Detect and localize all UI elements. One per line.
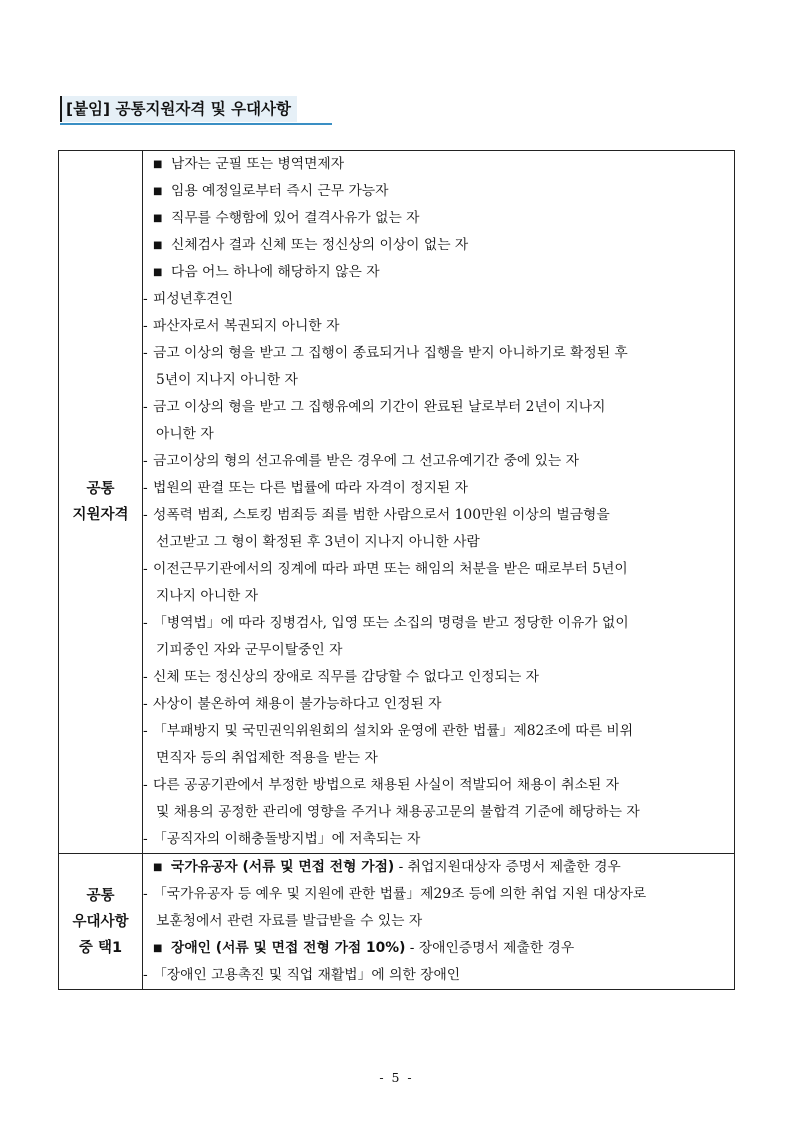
dash-marker: - xyxy=(143,507,148,523)
section-body xyxy=(143,151,735,854)
list-item xyxy=(143,718,734,745)
item-text: 성폭력 범죄, 스토킹 범죄등 죄를 범한 사람으로서 100만원 이상의 벌금형을 xyxy=(153,507,610,523)
item-text: 이전근무기관에서의 징계에 따라 파면 또는 해임의 처분을 받은 때로부터 5년이 xyxy=(153,561,628,577)
list-item xyxy=(143,799,734,826)
item-text: 파산자로서 복권되지 아니한 자 xyxy=(153,318,340,334)
item-text: 임용 예정일로부터 즉시 근무 가능자 xyxy=(171,183,389,199)
list-item xyxy=(143,178,734,205)
dash-marker: - xyxy=(143,723,148,739)
square-bullet-icon: ■ xyxy=(153,240,163,251)
list-item xyxy=(143,610,734,637)
item-text: 직무를 수행함에 있어 결격사유가 없는 자 xyxy=(171,210,420,226)
item-text: 「부패방지 및 국민권익위원회의 설치와 운영에 관한 법률」제82조에 따른 비위 xyxy=(153,723,634,739)
item-text: 다른 공공기관에서 부정한 방법으로 채용된 사실이 적발되어 채용이 취소된 자 xyxy=(153,777,619,793)
item-text: 금고 이상의 형을 받고 그 집행이 종료되거나 집행을 받지 아니하기로 확정된 후 xyxy=(153,345,628,361)
square-bullet-icon: ■ xyxy=(153,213,163,224)
header-line: 중 택1 xyxy=(78,939,123,956)
list-item xyxy=(143,313,734,340)
title-block xyxy=(60,96,332,122)
list-item xyxy=(143,232,734,259)
section-header xyxy=(59,151,143,854)
item-text: 다음 어느 하나에 해당하지 않은 자 xyxy=(171,264,380,280)
list-item xyxy=(143,259,734,286)
item-text: 금고 이상의 형을 받고 그 집행유예의 기간이 완료된 날로부터 2년이 지나지 xyxy=(153,399,606,415)
dash-marker: - xyxy=(143,345,148,361)
dash-marker: - xyxy=(143,777,148,793)
item-text: 피성년후견인 xyxy=(153,291,233,307)
list-item xyxy=(143,854,734,881)
dash-marker: - xyxy=(143,886,148,902)
item-text: 선고받고 그 형이 확정된 후 3년이 지나지 아니한 사람 xyxy=(156,534,480,550)
list-item xyxy=(143,529,734,556)
list-item xyxy=(143,340,734,367)
list-item xyxy=(143,421,734,448)
item-bold-label: 장애인 (서류 및 면접 전형 가점 10%) xyxy=(171,940,406,956)
list-item xyxy=(143,583,734,610)
item-text: 「국가유공자 등 예우 및 지원에 관한 법률」제29조 등에 의한 취업 지원 대상자로 xyxy=(153,886,647,902)
item-text: 「공직자의 이해충돌방지법」에 저촉되는 자 xyxy=(153,831,421,847)
list-item xyxy=(143,826,734,853)
item-text: 사상이 불온하여 채용이 불가능하다고 인정된 자 xyxy=(153,696,442,712)
section-body xyxy=(143,854,735,990)
square-bullet-icon: ■ xyxy=(153,159,163,170)
square-bullet-icon: ■ xyxy=(153,943,163,954)
list-item xyxy=(143,286,734,313)
item-text: 기피중인 자와 군무이탈중인 자 xyxy=(156,642,343,658)
list-item xyxy=(143,664,734,691)
list-item xyxy=(143,394,734,421)
table-row xyxy=(59,151,735,854)
item-text: 신체 또는 정신상의 장애로 직무를 감당할 수 없다고 인정되는 자 xyxy=(153,669,539,685)
dash-marker: - xyxy=(143,831,148,847)
dash-marker: - xyxy=(143,561,148,577)
item-text: 아니한 자 xyxy=(156,426,214,442)
title-underline xyxy=(60,123,332,125)
list-item xyxy=(143,772,734,799)
dash-marker: - xyxy=(143,696,148,712)
dash-marker: - xyxy=(143,480,148,496)
square-bullet-icon: ■ xyxy=(153,862,163,873)
item-text: 지나지 아니한 자 xyxy=(156,588,259,604)
item-text: 및 채용의 공정한 관리에 영향을 주거나 채용공고문의 불합격 기준에 해당하는 자 xyxy=(156,804,640,820)
item-text: 5년이 지나지 아니한 자 xyxy=(156,372,298,388)
qualification-table xyxy=(58,150,735,990)
section-header xyxy=(59,854,143,990)
list-item xyxy=(143,908,734,935)
page-title: [붙임] 공통지원자격 및 우대사항 xyxy=(60,96,297,122)
list-item xyxy=(143,745,734,772)
page-number: - 5 - xyxy=(379,1070,414,1085)
list-item xyxy=(143,637,734,664)
list-item xyxy=(143,556,734,583)
dash-marker: - xyxy=(143,615,148,631)
item-text: - 취업지원대상자 증명서 제출한 경우 xyxy=(394,859,621,875)
item-bold-label: 국가유공자 (서류 및 면접 전형 가점) xyxy=(171,859,395,875)
list-item xyxy=(143,962,734,989)
item-text: 남자는 군필 또는 병역면제자 xyxy=(171,156,345,172)
dash-marker: - xyxy=(143,291,148,307)
dash-marker: - xyxy=(143,318,148,334)
dash-marker: - xyxy=(143,669,148,685)
dash-marker: - xyxy=(143,399,148,415)
item-text: 「장애인 고용촉진 및 직업 재활법」에 의한 장애인 xyxy=(153,967,461,983)
item-text: 법원의 판결 또는 다른 법률에 따라 자격이 정지된 자 xyxy=(153,480,468,496)
list-item xyxy=(143,448,734,475)
square-bullet-icon: ■ xyxy=(153,186,163,197)
item-text: 「병역법」에 따라 징병검사, 입영 또는 소집의 명령을 받고 정당한 이유가 없이 xyxy=(153,615,629,631)
list-item xyxy=(143,691,734,718)
list-item xyxy=(143,367,734,394)
header-line: 지원자격 xyxy=(72,507,129,523)
list-item xyxy=(143,935,734,962)
square-bullet-icon: ■ xyxy=(153,267,163,278)
list-item xyxy=(143,881,734,908)
header-line: 공통 xyxy=(86,481,115,497)
list-item xyxy=(143,475,734,502)
list-item xyxy=(143,205,734,232)
header-line: 공통 xyxy=(86,887,115,904)
list-item xyxy=(143,502,734,529)
header-line: 우대사항 xyxy=(72,913,129,930)
item-text: - 장애인증명서 제출한 경우 xyxy=(405,940,575,956)
list-item xyxy=(143,151,734,178)
dash-marker: - xyxy=(143,453,148,469)
table-row xyxy=(59,854,735,990)
item-text: 신체검사 결과 신체 또는 정신상의 이상이 없는 자 xyxy=(171,237,469,253)
item-text: 면직자 등의 취업제한 적용을 받는 자 xyxy=(156,750,378,766)
item-text: 금고이상의 형의 선고유예를 받은 경우에 그 선고유예기간 중에 있는 자 xyxy=(153,453,579,469)
dash-marker: - xyxy=(143,967,148,983)
item-text: 보훈청에서 관련 자료를 발급받을 수 있는 자 xyxy=(156,913,423,929)
